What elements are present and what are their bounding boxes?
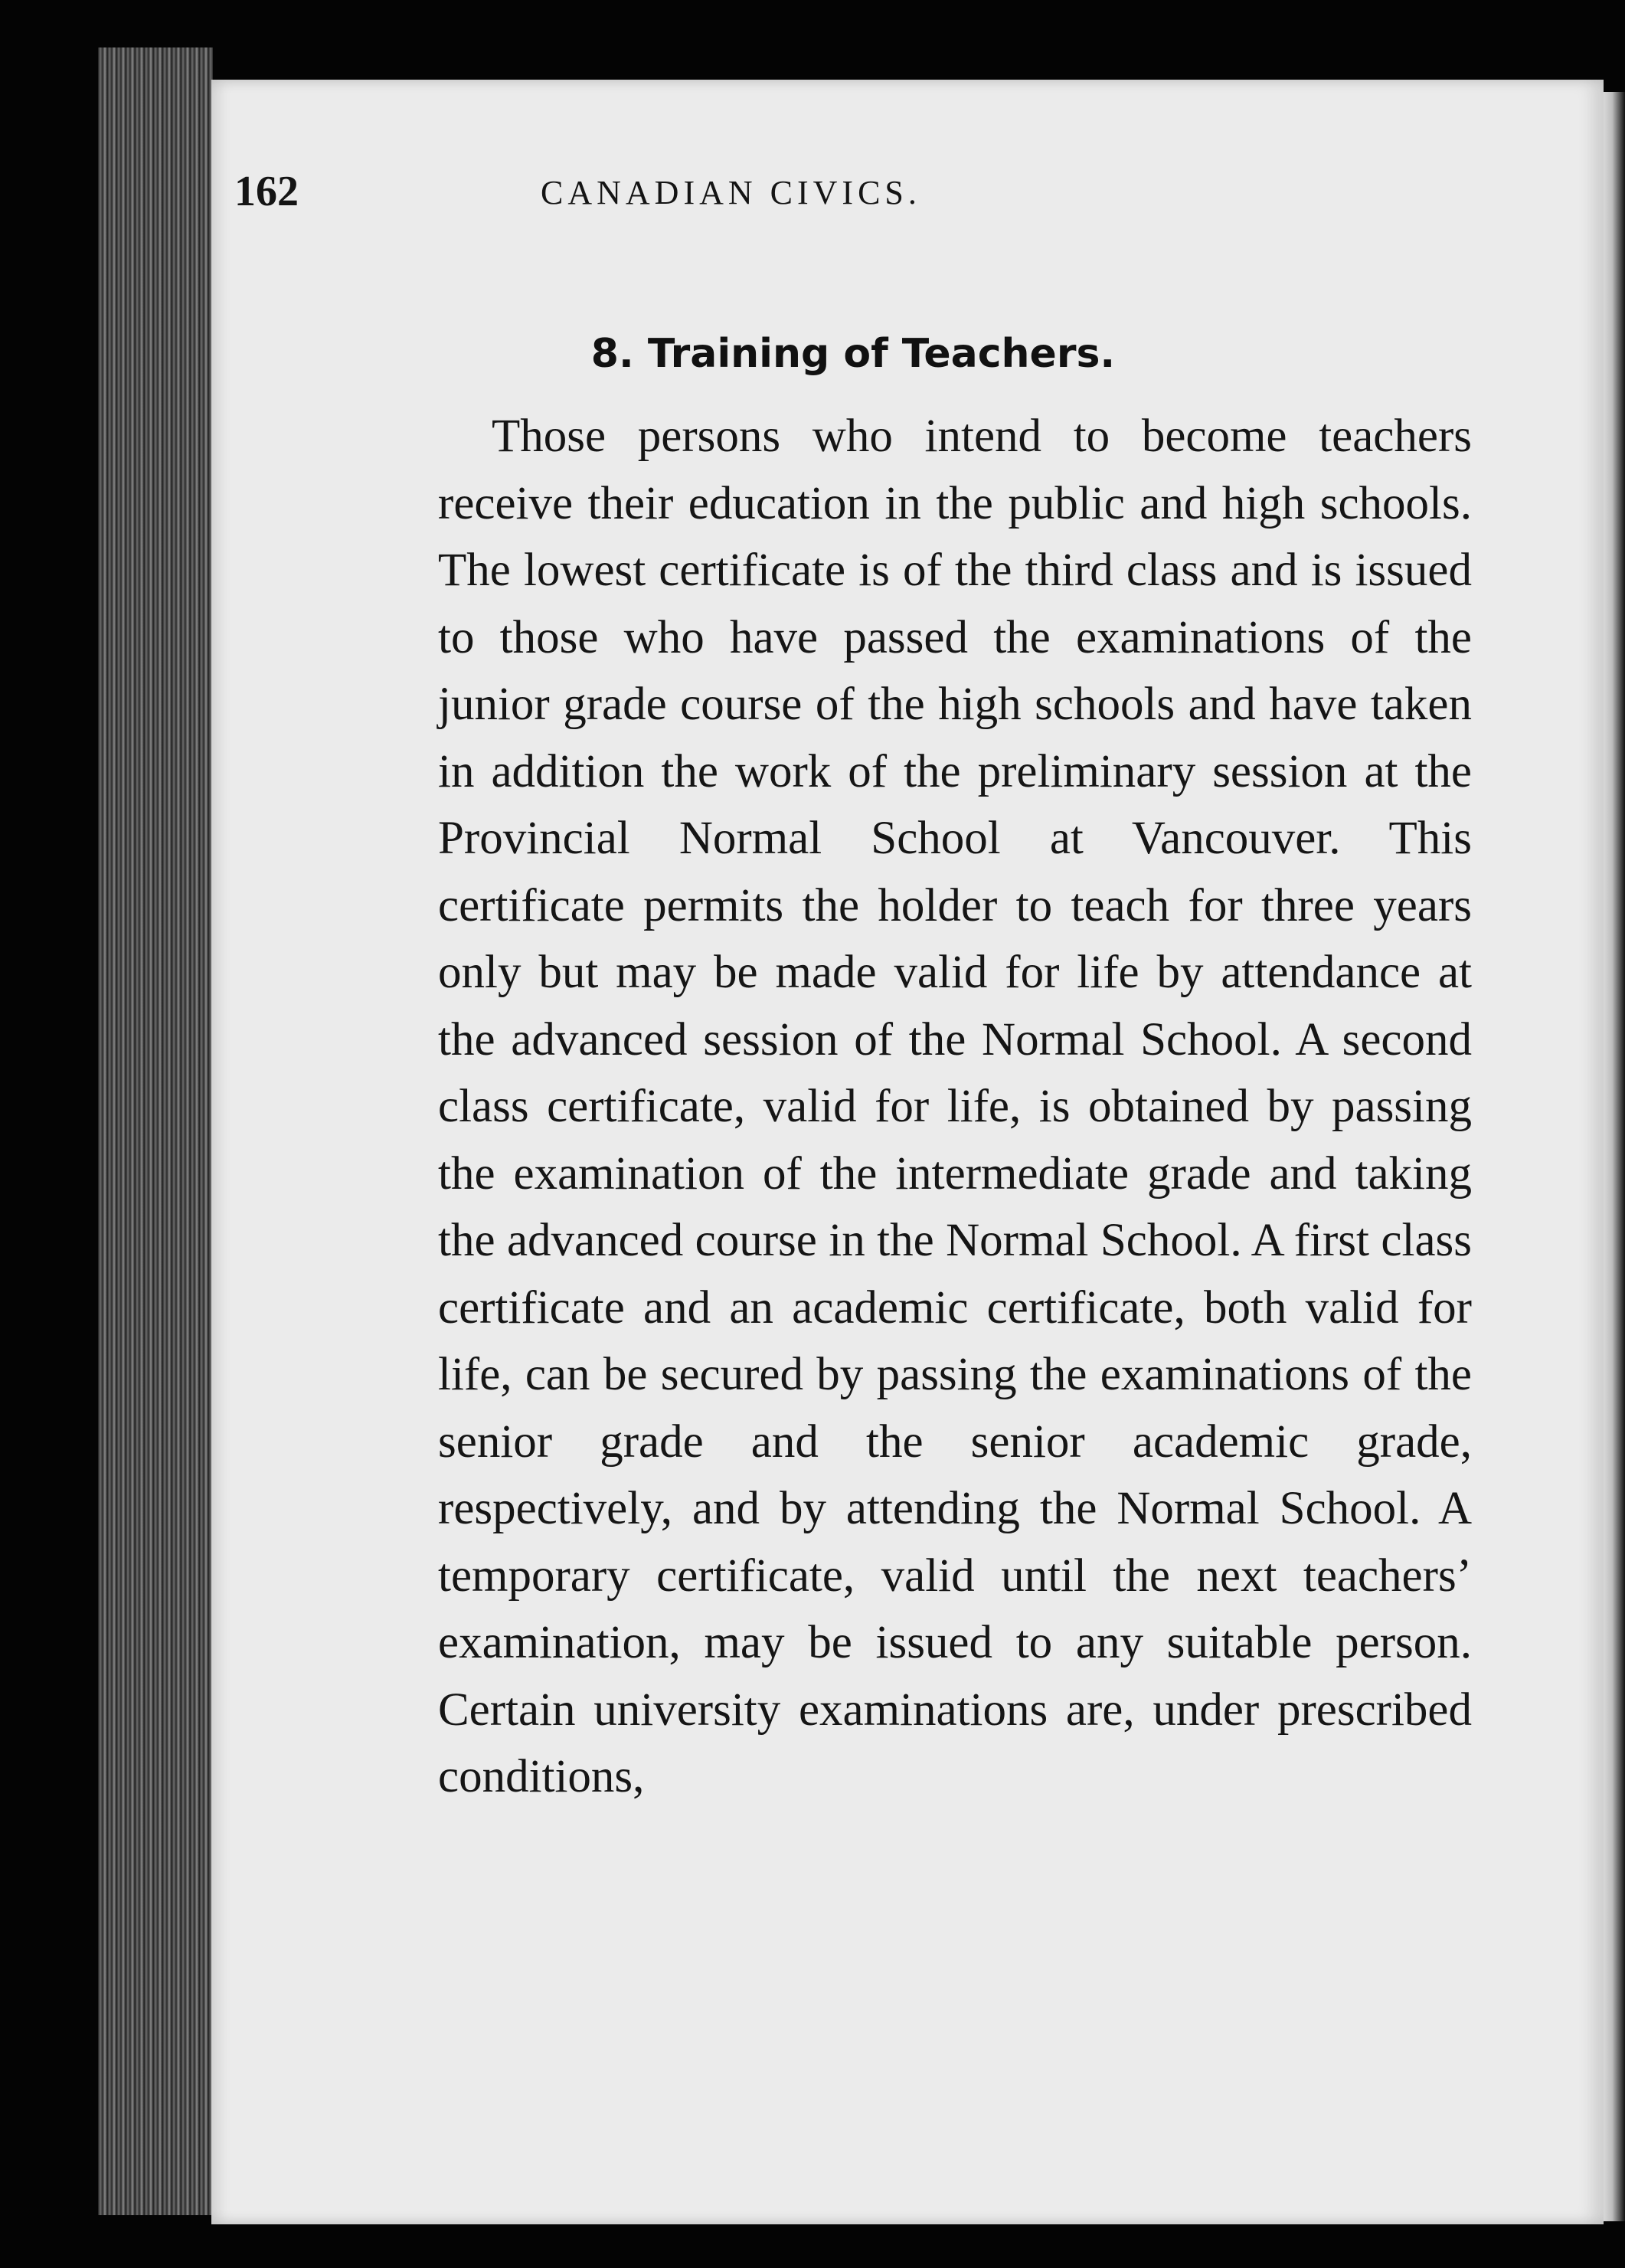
page-header	[234, 167, 1472, 236]
section-title: 8. Training of Teachers.	[590, 331, 1116, 377]
body-paragraph: Those persons who intend to become teachers receive their education in the public and high schools. The lowest certificate is of the third class and is issued to those who have passed the examinations of the junior grade course of the high schools and have taken in addition the work of the preliminary session at the Provincial Normal School at Vancouver. This certificate permits the holder to teach for three years only but may be made valid for life by attendance at the advanced session of the Normal School. A second class certificate, valid for life, is obtained by passing the examination of the intermediate grade and taking the advanced course in the Normal School. A first class certificate and an academic certificate, both valid for life, can be secured by passing the examinations of the senior grade and the senior academic grade, respectively, and by attending the Normal School. A temporary certificate, valid until the next teachers’ examination, may be issued to any suitable person. Certain university examinations are, under prescribed conditions,	[438, 411, 1472, 1802]
book-page-edges	[98, 47, 213, 2215]
page-number: 162	[234, 168, 299, 215]
running-head: CANADIAN CIVICS.	[541, 174, 921, 211]
book-right-edge	[1604, 92, 1625, 2221]
